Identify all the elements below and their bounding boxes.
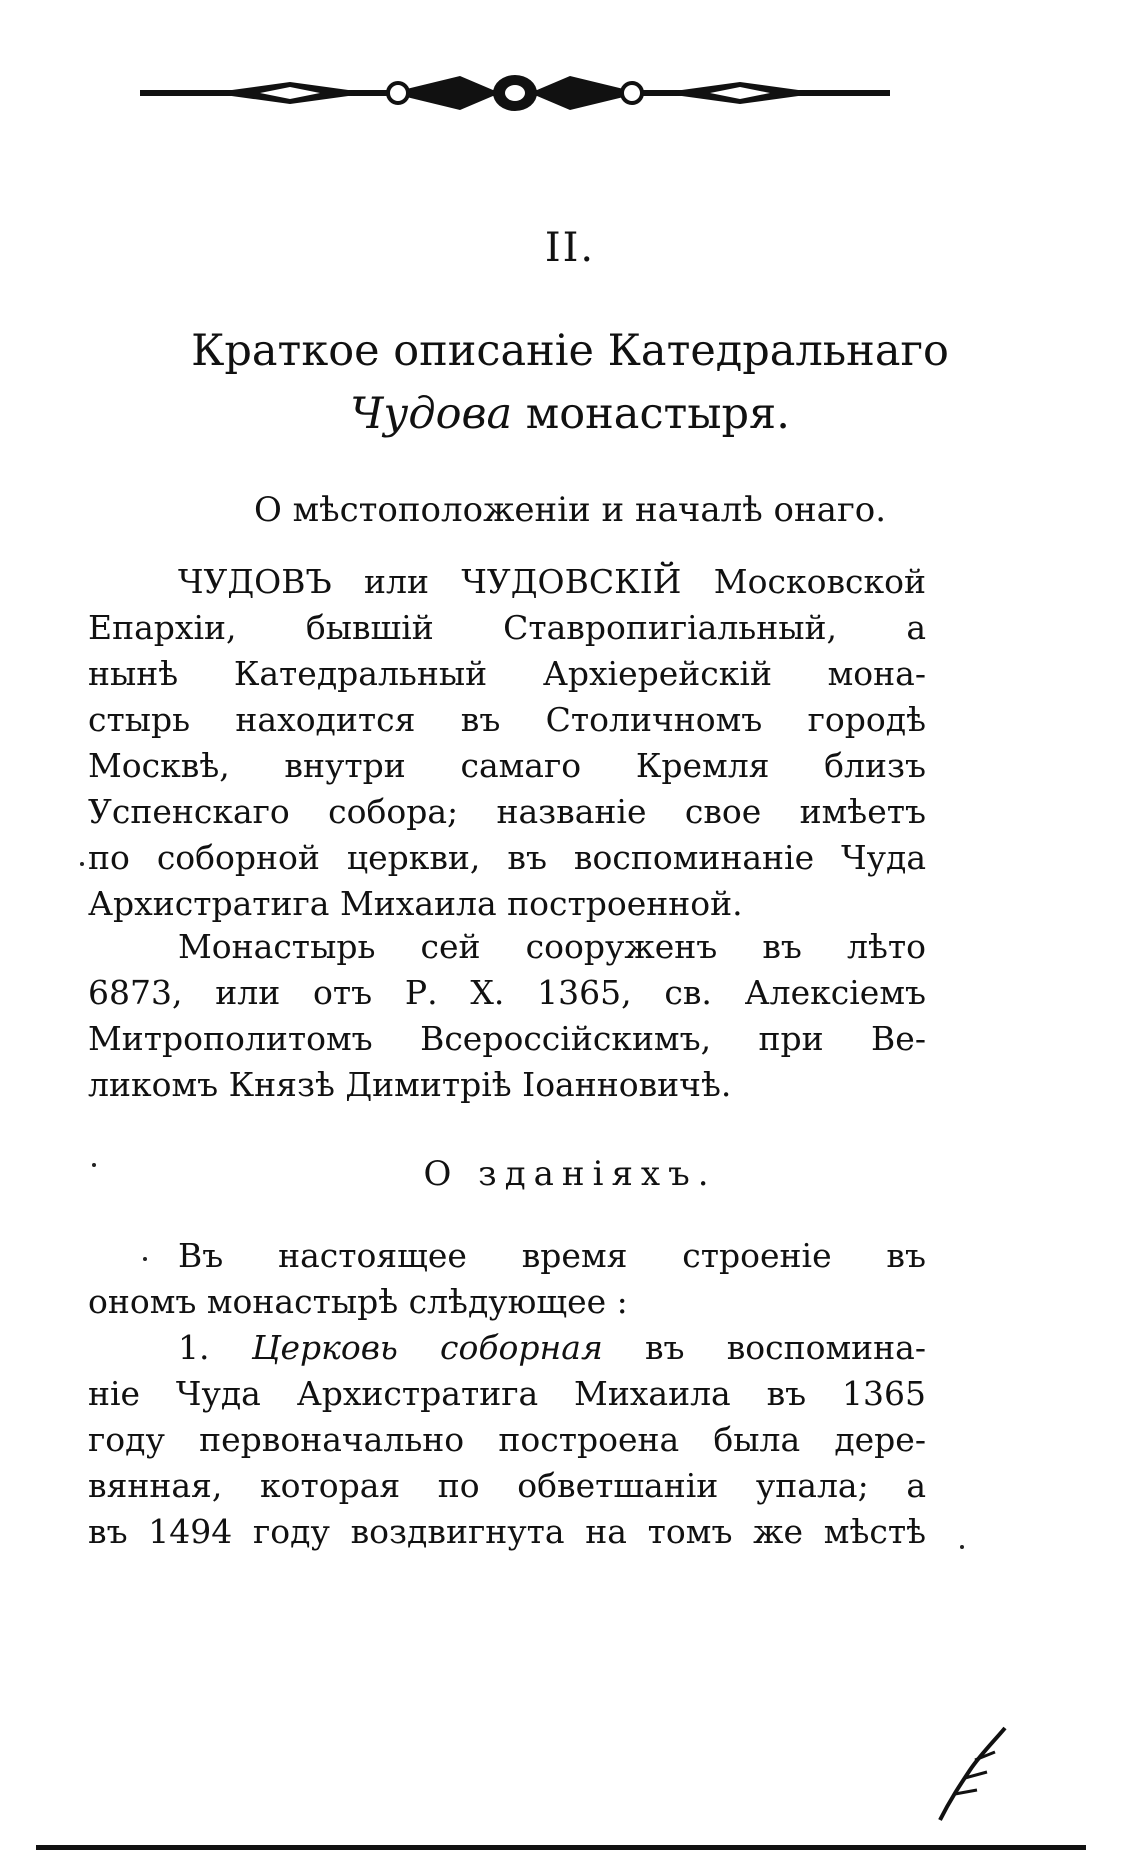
text-line: Монастырь сей сооруженъ въ лѣто: [178, 927, 926, 966]
chapter-title-rest: монастыря.: [512, 389, 790, 439]
text-line: вянная, которая по обветшаніи упала; а: [88, 1466, 926, 1505]
section-heading-location: О мѣстоположеніи и началѣ онаго.: [253, 490, 887, 530]
text-line: ніе Чуда Архистратига Михаила въ 1365: [88, 1374, 926, 1413]
paragraph-description: [88, 559, 926, 927]
text-line: [88, 1325, 926, 1371]
chapter-title-line-2: [100, 383, 1040, 445]
section-heading-buildings: О зданіяхъ.: [423, 1154, 717, 1194]
text-line: Митрополитомъ Всероссійскимъ, при Ве-: [88, 1019, 926, 1058]
text-line: Успенскаго собора; названіе свое имѣетъ: [88, 792, 926, 831]
text-line: году первоначально построена была дере-: [88, 1420, 926, 1459]
text-line: ликомъ Князѣ Димитріѣ Іоанновичѣ.: [88, 1065, 732, 1104]
paragraph-founding: [88, 924, 926, 1108]
ink-speck: [92, 1163, 96, 1167]
italic-phrase: Церковь соборная: [251, 1328, 603, 1367]
text-line: ЧУДОВЪ или ЧУДОВСКІЙ Московской: [178, 562, 926, 601]
ink-speck: [960, 1545, 964, 1549]
bottom-rule: [36, 1845, 1086, 1850]
paragraph-cathedral-church: [88, 1325, 926, 1555]
item-number: 1.: [178, 1328, 210, 1367]
chapter-title-line-1: Краткое описаніе Катедральнаго: [191, 326, 949, 376]
ink-speck: [143, 1257, 147, 1261]
text-line: по соборной церкви, въ воспоминаніе Чуда: [88, 838, 926, 877]
decorative-ornament-rule: [140, 70, 890, 116]
text-line: Архистратига Михаила построенной.: [88, 884, 743, 923]
text-line: 6873, или отъ Р. Х. 1365, св. Алексіемъ: [88, 973, 926, 1012]
handwritten-mark: [925, 1720, 1015, 1830]
text-line: ономъ монастырѣ слѣдующее :: [88, 1282, 628, 1321]
paragraph-buildings-intro: [88, 1233, 926, 1325]
text-line: нынѣ Катедральный Архіерейскій мона-: [88, 654, 926, 693]
ink-speck: [80, 862, 84, 866]
text-line: Епархіи, бывшій Ставропигіальный, а: [88, 608, 926, 647]
chapter-number: II.: [544, 225, 596, 271]
text-line: Москвѣ, внутри самаго Кремля близъ: [88, 746, 926, 785]
chapter-title-italic-word: Чудова: [350, 389, 513, 439]
text-line: въ 1494 году воздвигнута на томъ же мѣстѣ: [88, 1512, 926, 1551]
text-line: стырь находится въ Столичномъ городѣ: [88, 700, 926, 739]
line-rest: въ воспомина-: [602, 1328, 926, 1367]
text-line: Въ настоящее время строеніе въ: [178, 1236, 926, 1275]
